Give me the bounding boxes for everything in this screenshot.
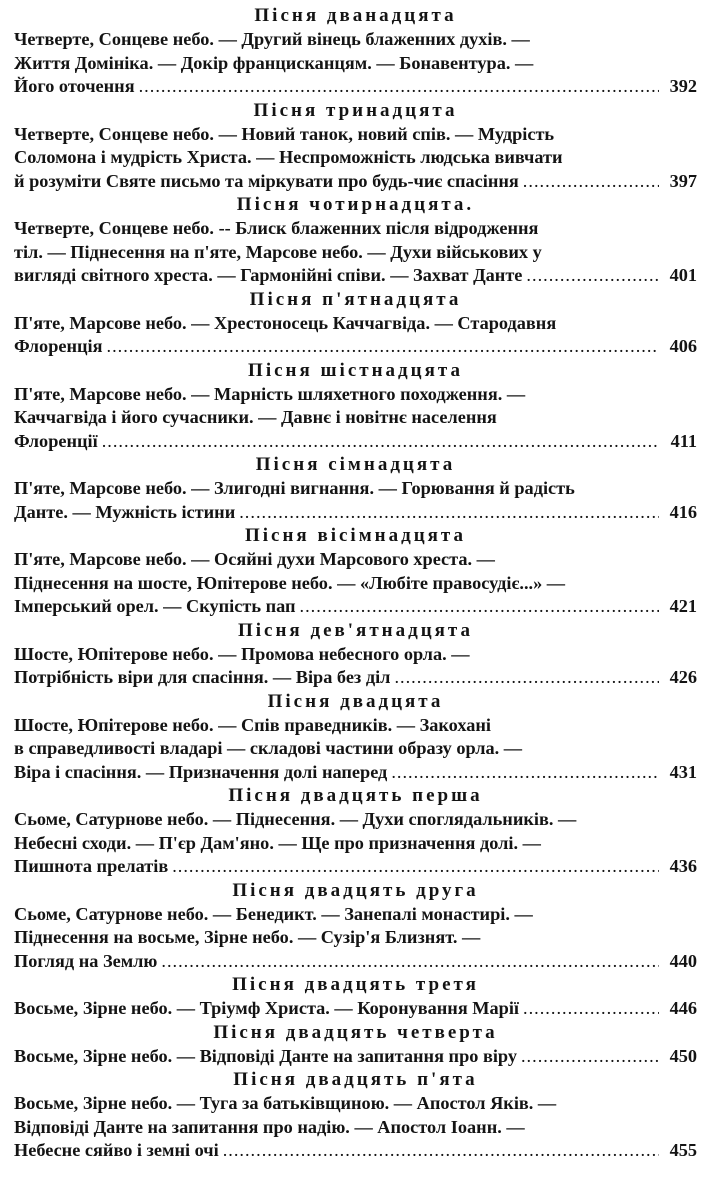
page-number: 397 bbox=[669, 170, 697, 191]
toc-summary-line: Соломона і мудрість Христа. — Неспроможність людська вивчати bbox=[14, 147, 563, 167]
page-number: 440 bbox=[669, 950, 697, 971]
toc-entry bbox=[14, 619, 697, 690]
page-number: 392 bbox=[669, 76, 697, 96]
summary-text: й розуміти Святе письмо та міркувати про будь-чиє спасіння bbox=[14, 170, 519, 191]
dot-leader bbox=[239, 501, 659, 525]
page-number: 406 bbox=[669, 336, 697, 356]
dot-leader bbox=[102, 430, 659, 454]
page-number: 421 bbox=[669, 596, 697, 616]
summary-text: Віра і спасіння. — Призначення долі наперед bbox=[14, 761, 388, 782]
toc-summary-line: П'яте, Марсове небо. — Осяйні духи Марсового хреста. — bbox=[14, 549, 495, 569]
dot-leader bbox=[521, 1045, 659, 1069]
dot-leader bbox=[523, 170, 659, 194]
dot-leader bbox=[523, 997, 659, 1021]
toc-summary-last-line bbox=[14, 335, 697, 359]
page-number: 455 bbox=[669, 1140, 697, 1160]
toc-entry bbox=[14, 1068, 697, 1163]
toc-summary-last-line bbox=[14, 666, 697, 690]
toc-summary-last-line bbox=[14, 264, 697, 288]
toc-summary-line: Четверте, Сонцеве небо. — Новий танок, новий спів. — Мудрість bbox=[14, 123, 555, 144]
toc-summary-last-line bbox=[14, 1045, 697, 1069]
toc-summary-last-line bbox=[14, 855, 697, 879]
toc-summary-line: тіл. — Піднесення на п'яте, Марсове небо. — Духи військових у bbox=[14, 241, 542, 262]
toc-summary-last-line bbox=[14, 1139, 697, 1163]
summary-text: Восьме, Зірне небо. — Тріумф Христа. — Коронування Марії bbox=[14, 998, 520, 1018]
canto-heading: Пісня двадцять друга bbox=[232, 879, 479, 901]
toc-list bbox=[14, 4, 697, 1163]
summary-text: Потрібність віри для спасіння. — Віра без діл bbox=[14, 667, 391, 687]
summary-text: Імперський орел. — Скупість пап bbox=[14, 596, 296, 616]
toc-entry bbox=[14, 784, 697, 879]
toc-entry bbox=[14, 1021, 697, 1069]
toc-entry bbox=[14, 359, 697, 454]
toc-summary-line: Піднесення на восьме, Зірне небо. — Сузір'я Близнят. — bbox=[14, 927, 481, 947]
page-number: 450 bbox=[669, 1045, 697, 1066]
canto-heading: Пісня шістнадцята bbox=[248, 359, 463, 381]
canto-heading: Пісня чотирнадцята. bbox=[236, 194, 475, 215]
toc-summary-line: Сьоме, Сатурнове небо. — Бенедикт. — Занепалі монастирі. — bbox=[14, 903, 533, 924]
toc-entry bbox=[14, 973, 697, 1021]
dot-leader bbox=[526, 264, 659, 288]
page-number: 411 bbox=[670, 430, 697, 451]
canto-heading: Пісня п'ятнадцята bbox=[249, 288, 462, 310]
dot-leader bbox=[300, 595, 659, 619]
toc-entry bbox=[14, 99, 697, 194]
page-number: 416 bbox=[669, 501, 697, 522]
summary-text: Його оточення bbox=[14, 76, 135, 96]
toc-summary-last-line bbox=[14, 430, 697, 454]
canto-heading: Пісня дванадцята bbox=[254, 5, 457, 26]
toc-summary-last-line bbox=[14, 997, 697, 1021]
page-number: 436 bbox=[669, 856, 697, 876]
toc-entry bbox=[14, 193, 697, 288]
summary-text: Восьме, Зірне небо. — Відповіді Данте на запитання про віру bbox=[14, 1045, 517, 1066]
toc-summary-last-line bbox=[14, 950, 697, 974]
toc-summary-line: П'яте, Марсове небо. — Марність шляхетного походження. — bbox=[14, 383, 526, 404]
summary-text: Погляд на Землю bbox=[14, 950, 158, 971]
toc-summary-line: П'яте, Марсове небо. — Хрестоносець Каччагвіда. — Стародавня bbox=[14, 312, 557, 333]
canto-heading: Пісня тринадцята bbox=[253, 99, 458, 121]
toc-summary-line: Каччагвіда і його сучасники. — Давнє і новітнє населення bbox=[14, 407, 497, 427]
canto-heading: Пісня сімнадцята bbox=[255, 454, 456, 475]
toc-entry bbox=[14, 288, 697, 359]
toc-summary-line: Шосте, Юпітерове небо. — Промова небесного орла. — bbox=[14, 643, 470, 664]
summary-text: Пишнота прелатів bbox=[14, 856, 169, 876]
canto-heading: Пісня двадцять перша bbox=[228, 785, 483, 806]
canto-heading: Пісня вісімнадцята bbox=[244, 525, 466, 546]
toc-summary-line: Восьме, Зірне небо. — Туга за батьківщиною. — Апостол Яків. — bbox=[14, 1093, 557, 1113]
summary-text: Небесне сяйво і земні очі bbox=[14, 1140, 219, 1160]
dot-leader bbox=[107, 335, 659, 359]
canto-heading: Пісня двадцять третя bbox=[232, 974, 479, 995]
canto-heading: Пісня двадцята bbox=[267, 690, 444, 712]
toc-summary-line: Четверте, Сонцеве небо. — Другий вінець блаженних духів. — bbox=[14, 29, 530, 49]
canto-heading: Пісня дев'ятнадцята bbox=[237, 619, 473, 641]
toc-summary-line: Життя Домініка. — Докір францисканцям. — Бонавентура. — bbox=[14, 52, 534, 73]
canto-heading: Пісня двадцять п'ята bbox=[233, 1069, 478, 1090]
toc-summary-line: в справедливості владарі — складові частини образу орла. — bbox=[14, 738, 523, 758]
toc-summary-last-line bbox=[14, 170, 697, 194]
page-number: 446 bbox=[669, 998, 697, 1018]
toc-summary-line: Сьоме, Сатурнове небо. — Піднесення. — Духи споглядальників. — bbox=[14, 809, 577, 829]
dot-leader bbox=[223, 1139, 659, 1163]
toc-summary-last-line bbox=[14, 501, 697, 525]
page-number: 401 bbox=[669, 265, 697, 285]
toc-entry bbox=[14, 690, 697, 785]
summary-text: Флоренції bbox=[14, 430, 98, 451]
toc-summary-last-line bbox=[14, 595, 697, 619]
toc-summary-line: Небесні сходи. — П'єр Дам'яно. — Ще про призначення долі. — bbox=[14, 832, 541, 853]
toc-entry bbox=[14, 4, 697, 99]
toc-entry bbox=[14, 879, 697, 974]
dot-leader bbox=[139, 75, 659, 99]
summary-text: вигляді світного хреста. — Гармонійні співи. — Захват Данте bbox=[14, 265, 523, 285]
toc-summary-line: Шосте, Юпітерове небо. — Спів праведників. — Закохані bbox=[14, 714, 491, 735]
dot-leader bbox=[394, 666, 659, 690]
toc-summary-last-line bbox=[14, 75, 697, 99]
dot-leader bbox=[172, 855, 659, 879]
toc-summary-line: Піднесення на шосте, Юпітерове небо. — «Любіте правосудіє...» — bbox=[14, 572, 566, 593]
summary-text: Данте. — Мужність істини bbox=[14, 501, 236, 522]
summary-text: Флоренція bbox=[14, 336, 103, 356]
canto-heading: Пісня двадцять четверта bbox=[213, 1021, 498, 1043]
page-number: 426 bbox=[669, 667, 697, 687]
toc-summary-line: Четверте, Сонцеве небо. -- Блиск блаженних після відродження bbox=[14, 218, 539, 238]
toc-summary-line: Відповіді Данте на запитання про надію. — Апостол Іоанн. — bbox=[14, 1116, 525, 1137]
page-number: 431 bbox=[669, 761, 697, 782]
toc-summary-last-line bbox=[14, 761, 697, 785]
toc-entry bbox=[14, 524, 697, 619]
dot-leader bbox=[391, 761, 659, 785]
toc-summary-line: П'яте, Марсове небо. — Злигодні вигнання. — Горювання й радість bbox=[14, 478, 575, 498]
toc-entry bbox=[14, 453, 697, 524]
dot-leader bbox=[161, 950, 659, 974]
